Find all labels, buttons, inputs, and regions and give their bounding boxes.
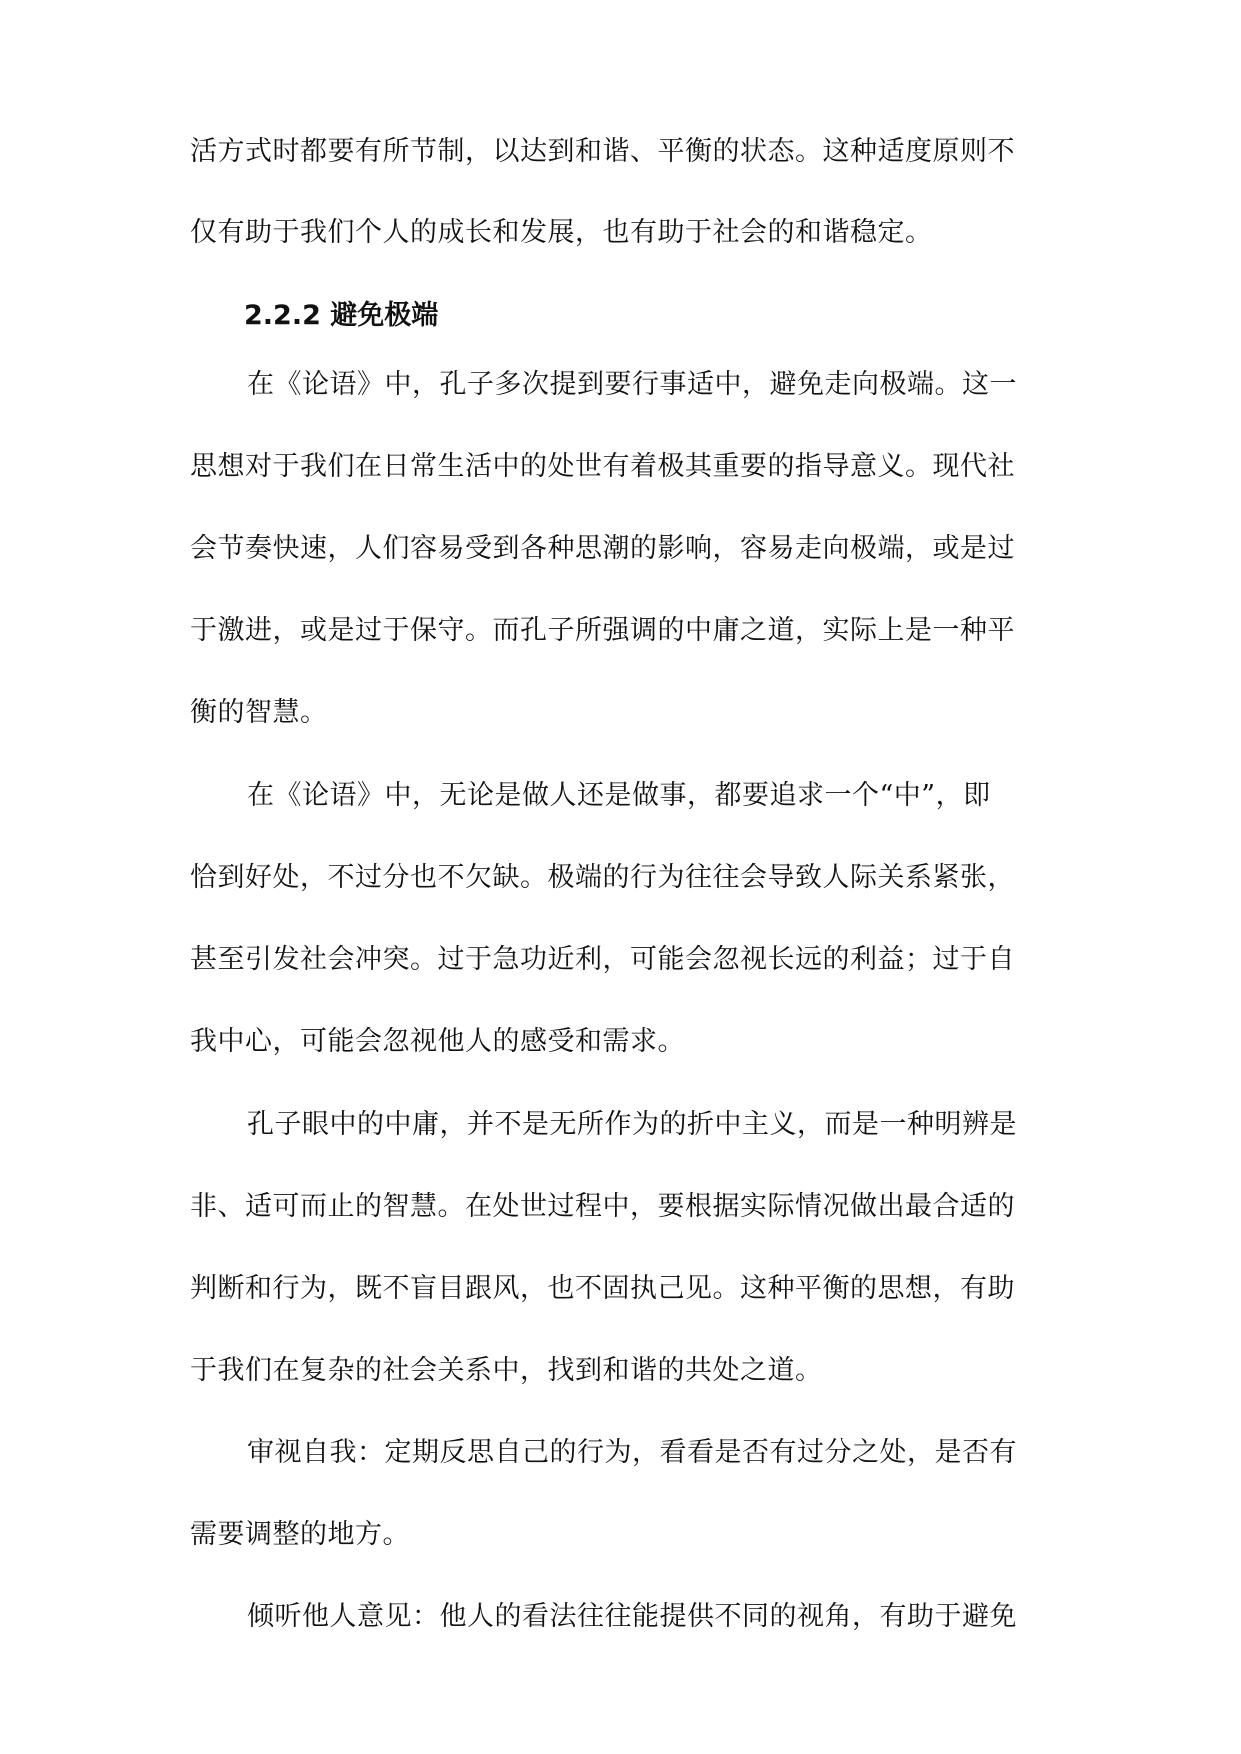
text-line: 在《论语》中，无论是做人还是做事，都要追求一个“中”，即 bbox=[247, 780, 991, 811]
text-line: 恰到好处，不过分也不欠缺。极端的行为往往会导致人际关系紧张， bbox=[190, 862, 1015, 893]
text-line: 在《论语》中，孔子多次提到要行事适中，避免走向极端。这一 bbox=[247, 369, 1017, 400]
text-line: 孔子眼中的中庸，并不是无所作为的折中主义，而是一种明辨是 bbox=[247, 1109, 1017, 1140]
text-line: 于激进，或是过于保守。而孔子所强调的中庸之道，实际上是一种平 bbox=[190, 615, 1015, 646]
section-heading: 2.2.2 避免极端 bbox=[244, 300, 439, 331]
text-line: 于我们在复杂的社会关系中，找到和谐的共处之道。 bbox=[190, 1355, 823, 1386]
text-line: 倾听他人意见：他人的看法往往能提供不同的视角，有助于避免 bbox=[247, 1601, 1017, 1632]
text-line: 非、适可而止的智慧。在处世过程中，要根据实际情况做出最合适的 bbox=[190, 1191, 1015, 1222]
text-line: 思想对于我们在日常生活中的处世有着极其重要的指导意义。现代社 bbox=[190, 451, 1015, 482]
text-line: 会节奏快速，人们容易受到各种思潮的影响，容易走向极端，或是过 bbox=[190, 533, 1015, 564]
text-line: 甚至引发社会冲突。过于急功近利，可能会忽视长远的利益；过于自 bbox=[190, 944, 1015, 975]
text-line: 审视自我：定期反思自己的行为，看看是否有过分之处，是否有 bbox=[247, 1437, 1017, 1468]
text-line: 我中心，可能会忽视他人的感受和需求。 bbox=[190, 1026, 685, 1057]
text-line: 仅有助于我们个人的成长和发展，也有助于社会的和谐稳定。 bbox=[190, 217, 933, 248]
text-line: 衡的智慧。 bbox=[190, 697, 328, 728]
text-line: 判断和行为，既不盲目跟风，也不固执己见。这种平衡的思想，有助 bbox=[190, 1273, 1015, 1304]
text-line: 需要调整的地方。 bbox=[190, 1519, 410, 1550]
text-line: 活方式时都要有所节制，以达到和谐、平衡的状态。这种适度原则不 bbox=[190, 136, 1015, 167]
